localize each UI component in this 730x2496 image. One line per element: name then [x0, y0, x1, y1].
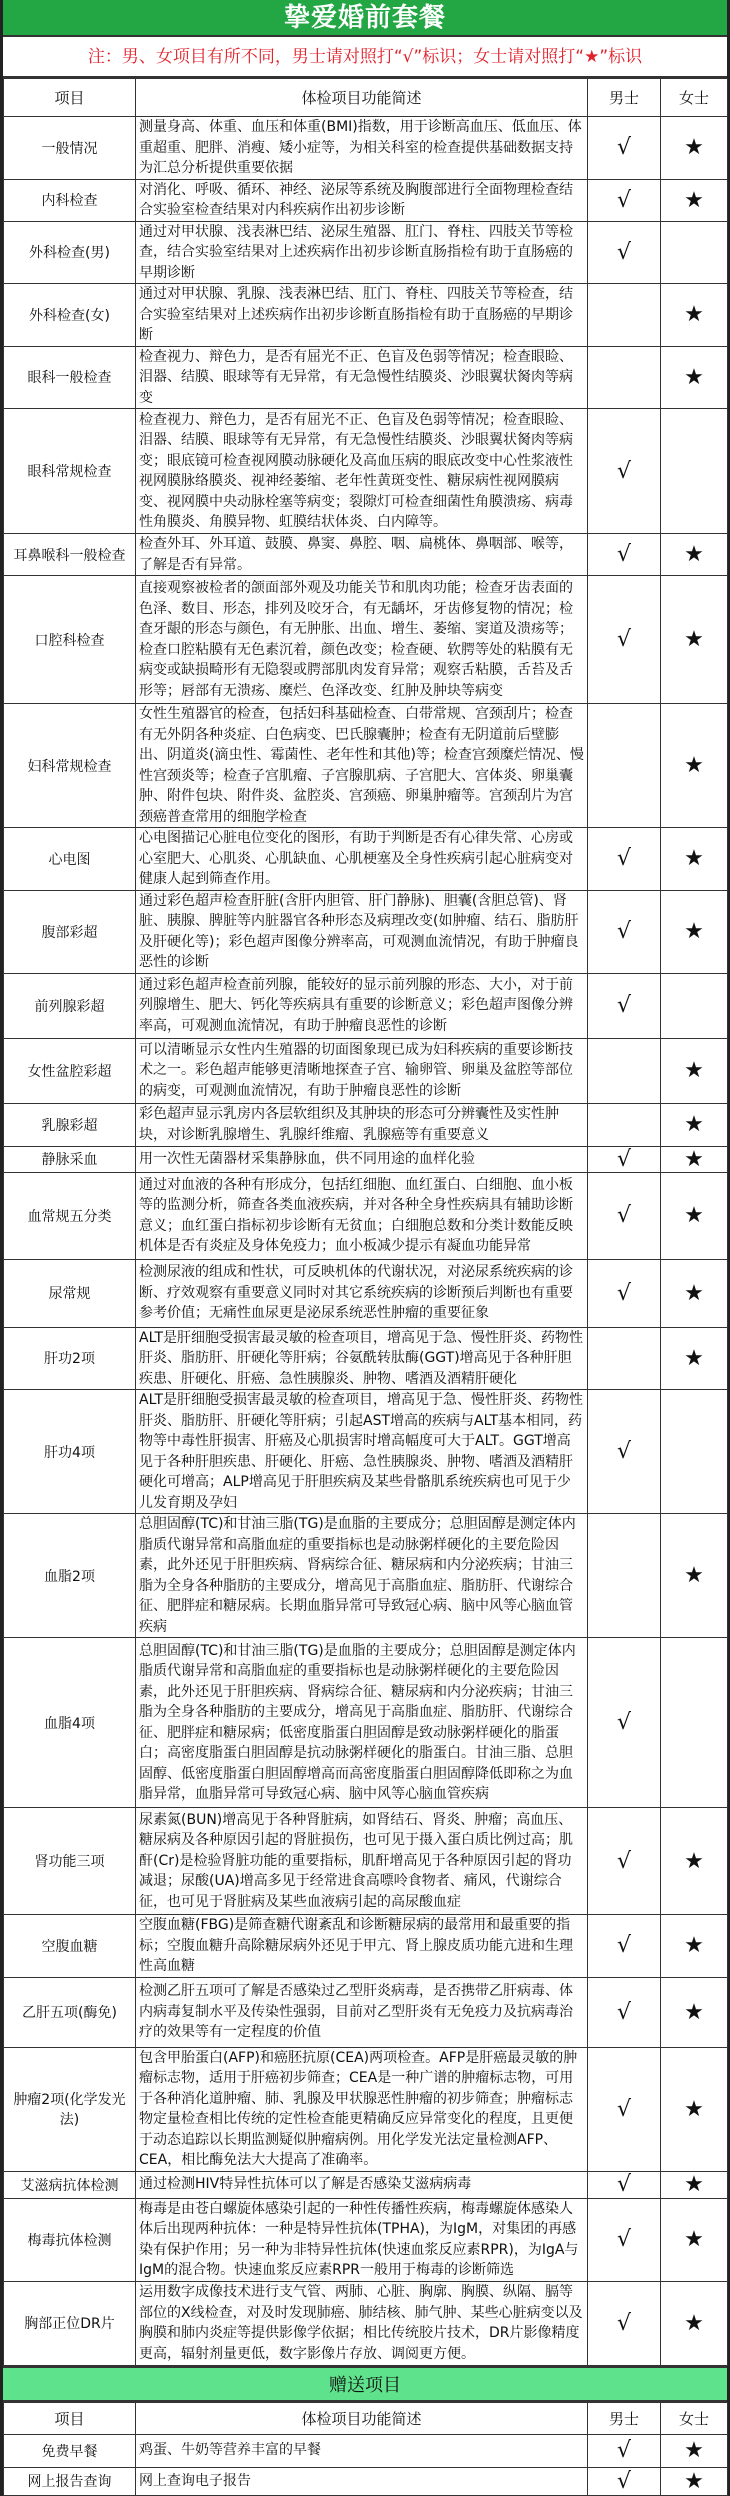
female-mark: ★	[661, 828, 728, 891]
female-mark	[661, 973, 728, 1038]
male-mark: √	[588, 1915, 661, 1978]
exam-item-name: 腹部彩超	[4, 890, 136, 973]
table-row	[4, 1103, 728, 1146]
female-mark: ★	[661, 1327, 728, 1390]
exam-item-name: 耳鼻喉科一般检查	[4, 534, 136, 576]
table-row	[4, 409, 728, 534]
header-male: 男士	[588, 79, 661, 117]
table-row	[4, 117, 728, 180]
exam-description: 直接观察被检者的颌面部外观及功能关节和肌肉功能；检查牙齿表面的色泽、数目、形态，排列及咬牙合，有无龋坏，牙齿修复物的情况；检查牙龈的形态与颜色，有无肿胀、出血、增生、萎缩、窦道及溃疡等；检查口腔粘膜有无色素沉着，颜色改变；检查硬、软腭等处的粘膜有无病变或缺损畸形有无隐裂或腭部肌肉发育异常；观察舌粘膜，舌苔及舌形等；唇部有无溃疡、糜烂、色泽改变、红肿及肿块等病变	[136, 576, 588, 704]
header-female: 女士	[661, 79, 728, 117]
female-mark: ★	[661, 1146, 728, 1172]
table-row	[4, 1327, 728, 1390]
male-mark: √	[588, 117, 661, 180]
table-row	[4, 1172, 728, 1259]
table-row	[4, 2434, 728, 2467]
exam-item-name: 肝功2项	[4, 1327, 136, 1390]
exam-item-name: 肿瘤2项(化学发光法)	[4, 2047, 136, 2171]
male-mark: √	[588, 973, 661, 1038]
exam-description: 空腹血糖(FBG)是筛查糖代谢紊乱和诊断糖尿病的最常用和最重要的指标；空腹血糖升高除糖尿病外还见于甲亢、肾上腺皮质功能亢进和生理性高血糖	[136, 1915, 588, 1978]
table-row	[4, 179, 728, 221]
exam-description: 通过检测HIV特异性抗体可以了解是否感染艾滋病病毒	[136, 2171, 588, 2198]
exam-description: 对消化、呼吸、循环、神经、泌尿等系统及胸腹部进行全面物理检查结合实验室检查结果对内科疾病作出初步诊断	[136, 179, 588, 221]
male-mark: √	[588, 1808, 661, 1915]
exam-description: 检测尿液的组成和性状，可反映机体的代谢状况，对泌尿系统疾病的诊断、疗效观察有重要意义同时对其它系统疾病的诊断预后判断也有重要参考价值；无痛性血尿更是泌尿系统恶性肿瘤的重要征象	[136, 1259, 588, 1327]
exam-item-name: 血常规五分类	[4, 1172, 136, 1259]
exam-item-name: 妇科常规检查	[4, 704, 136, 828]
exam-item-name: 内科检查	[4, 179, 136, 221]
female-mark: ★	[661, 1977, 728, 2047]
table-row	[4, 1259, 728, 1327]
exam-item-name: 艾滋病抗体检测	[4, 2171, 136, 2198]
table-row	[4, 1038, 728, 1103]
exam-item-name: 心电图	[4, 828, 136, 891]
table-row	[4, 2047, 728, 2171]
table-row	[4, 1638, 728, 1808]
male-mark: √	[588, 1172, 661, 1259]
female-mark: ★	[661, 890, 728, 973]
header-male: 男士	[588, 2402, 661, 2434]
header-female: 女士	[661, 2402, 728, 2434]
exam-description: 鸡蛋、牛奶等营养丰富的早餐	[136, 2434, 588, 2467]
gender-note: 注：男、女项目有所不同，男士请对照打“√”标识；女士请对照打“★”标识	[3, 37, 727, 78]
exam-item-name: 外科检查(男)	[4, 221, 136, 284]
exam-description: 通过彩色超声检查前列腺，能较好的显示前列腺的形态、大小，对于前列腺增生、肥大、钙化等疾病具有重要的诊断意义；彩色超声图像分辨率高，可观测血流情况，有助于肿瘤良恶性的诊断	[136, 973, 588, 1038]
male-mark: √	[588, 1977, 661, 2047]
exam-description: 通过彩色超声检查肝脏(含肝内胆管、肝门静脉)、胆囊(含胆总管)、肾脏、胰腺、脾脏等内脏器官各种形态及病理改变(如肿瘤、结石、脂肪肝及肝硬化等)；彩色超声图像分辨率高，可观测血流情况，有助于肿瘤良恶性的诊断	[136, 890, 588, 973]
exam-description: 总胆固醇(TC)和甘油三脂(TG)是血脂的主要成分；总胆固醇是测定体内脂质代谢异常和高脂血症的重要指标也是动脉粥样硬化的主要危险因素，此外还见于肝胆疾病、肾病综合征、糖尿病和内分泌疾病；甘油三脂为全身各种脂肪的主要成分，增高见于高脂血症、脂肪肝、代谢综合征、肥胖症和糖尿病；低密度脂蛋白胆固醇是致动脉粥样硬化的脂蛋白；高密度脂蛋白胆固醇是抗动脉粥样硬化的脂蛋白。甘油三脂、总胆固醇、低密度脂蛋白胆固醇增高而高密度脂蛋白胆固醇降低即称之为血脂异常，血脂异常可导致冠心病、脑中风等心脑血管疾病	[136, 1638, 588, 1808]
female-mark: ★	[661, 704, 728, 828]
female-mark	[661, 1638, 728, 1808]
male-mark: √	[588, 828, 661, 891]
page-title: 挚爱婚前套餐	[3, 0, 727, 37]
exam-item-name: 口腔科检查	[4, 576, 136, 704]
table-row	[4, 973, 728, 1038]
male-mark: √	[588, 2047, 661, 2171]
exam-item-name: 胸部正位DR片	[4, 2281, 136, 2365]
exam-description: 检查外耳、外耳道、鼓膜、鼻窦、鼻腔、咽、扁桃体、鼻咽部、喉等，了解是否有异常。	[136, 534, 588, 576]
exam-description: 检查视力、辩色力，是否有屈光不正、色盲及色弱等情况；检查眼睑、泪器、结膜、眼球等有无异常，有无急慢性结膜炎、沙眼翼状胬肉等病变；眼底镜可检查视网膜动脉硬化及高血压病的眼底改变中心性浆液性视网膜脉络膜炎、视神经萎缩、老年性黄斑变性、糖尿病性视网膜病变、视网膜中央动脉栓塞等病变；裂隙灯可检查细菌性角膜溃疡、病毒性角膜炎、角膜异物、虹膜结状体炎、白内障等。	[136, 409, 588, 534]
exam-description: 网上查询电子报告	[136, 2467, 588, 2495]
exam-item-name: 眼科常规检查	[4, 409, 136, 534]
table-row	[4, 1808, 728, 1915]
male-mark: √	[588, 2171, 661, 2198]
gift-section-title: 赠送项目	[3, 2366, 727, 2402]
header-item: 项目	[4, 79, 136, 117]
male-mark: √	[588, 2434, 661, 2467]
male-mark	[588, 1327, 661, 1390]
male-mark: √	[588, 2281, 661, 2365]
exam-item-name: 外科检查(女)	[4, 284, 136, 347]
male-mark: √	[588, 1259, 661, 1327]
female-mark: ★	[661, 1172, 728, 1259]
exam-description: 测量身高、体重、血压和体重(BMI)指数，用于诊断高血压、低血压、体重超重、肥胖、消瘦、矮小症等，为相关科室的检查提供基础数据支持为汇总分析提供重要依据	[136, 117, 588, 180]
table-row	[4, 1977, 728, 2047]
exam-description: 心电图描记心脏电位变化的图形，有助于判断是否有心律失常、心房或心室肥大、心肌炎、心肌缺血、心肌梗塞及全身性疾病引起心脏病变对健康人起到筛查作用。	[136, 828, 588, 891]
male-mark: √	[588, 409, 661, 534]
exam-item-name: 网上报告查询	[4, 2467, 136, 2495]
male-mark: √	[588, 1638, 661, 1808]
male-mark: √	[588, 576, 661, 704]
exam-description: 用一次性无菌器材采集静脉血，供不同用途的血样化验	[136, 1146, 588, 1172]
table-row	[4, 346, 728, 409]
exam-description: 运用数字成像技术进行支气管、两肺、心脏、胸廓、胸膜、纵隔、膈等部位的X线检查，对及时发现肺癌、肺结核、肺气肿、某些心脏病变以及胸膜和肺内炎症等提供影像学依据；相比传统胶片技术，DR片影像精度更高，辐射剂量更低，数字影像片存放、调阅更方便。	[136, 2281, 588, 2365]
female-mark: ★	[661, 346, 728, 409]
female-mark	[661, 1390, 728, 1514]
table-row	[4, 1514, 728, 1638]
female-mark	[661, 409, 728, 534]
table-row	[4, 1146, 728, 1172]
male-mark	[588, 284, 661, 347]
female-mark: ★	[661, 284, 728, 347]
exam-item-name: 尿常规	[4, 1259, 136, 1327]
male-mark: √	[588, 1390, 661, 1514]
exam-item-name: 乙肝五项(酶免)	[4, 1977, 136, 2047]
female-mark: ★	[661, 1103, 728, 1146]
table-row	[4, 1390, 728, 1514]
table-row	[4, 2467, 728, 2495]
female-mark: ★	[661, 2281, 728, 2365]
female-mark	[661, 221, 728, 284]
exam-item-name: 血脂4项	[4, 1638, 136, 1808]
table-row	[4, 1915, 728, 1978]
male-mark: √	[588, 890, 661, 973]
exam-description: 可以清晰显示女性内生殖器的切面图象现已成为妇科疾病的重要诊断技术之一。彩色超声能够更清晰地探查子宫、输卵管、卵巢及盆腔等部位的病变，可观测血流情况，有助于肿瘤良恶性的诊断	[136, 1038, 588, 1103]
female-mark: ★	[661, 2198, 728, 2281]
female-mark: ★	[661, 117, 728, 180]
exam-description: 女性生殖器官的检查，包括妇科基础检查、白带常规、宫颈刮片；检查有无外阴各种炎症、白色病变、巴氏腺囊肿；检查有无阴道前后壁膨出、阴道炎(滴虫性、霉菌性、老年性和其他)等；检查宫颈糜烂情况、慢性宫颈炎等；检查子宫肌瘤、子宫腺肌病、子宫肥大、宫体炎、卵巢囊肿、附件包块、附件炎、盆腔炎、宫颈癌、卵巢肿瘤等。宫颈刮片为宫颈癌普查常用的细胞学检查	[136, 704, 588, 828]
exam-item-name: 肝功4项	[4, 1390, 136, 1514]
exam-description: 通过对甲状腺、浅表淋巴结、泌尿生殖器、肛门、脊柱、四肢关节等检查，结合实验室结果对上述疾病作出初步诊断直肠指检有助于直肠癌的早期诊断	[136, 221, 588, 284]
exam-item-name: 女性盆腔彩超	[4, 1038, 136, 1103]
male-mark: √	[588, 534, 661, 576]
exam-item-name: 空腹血糖	[4, 1915, 136, 1978]
table-row	[4, 828, 728, 891]
female-mark: ★	[661, 1038, 728, 1103]
exam-item-name: 梅毒抗体检测	[4, 2198, 136, 2281]
female-mark: ★	[661, 2467, 728, 2495]
exam-description: 总胆固醇(TC)和甘油三脂(TG)是血脂的主要成分；总胆固醇是测定体内脂质代谢异常和高脂血症的重要指标也是动脉粥样硬化的主要危险因素，此外还见于肝胆疾病、肾病综合征、糖尿病和内分泌疾病；甘油三脂为全身各种脂肪的主要成分，增高见于高脂血症、脂肪肝、代谢综合征、肥胖症和糖尿病。长期血脂异常可导致冠心病、脑中风等心脑血管疾病	[136, 1514, 588, 1638]
male-mark	[588, 346, 661, 409]
male-mark	[588, 1103, 661, 1146]
female-mark: ★	[661, 1808, 728, 1915]
exam-description: 通过对甲状腺、乳腺、浅表淋巴结、肛门、脊柱、四肢关节等检查，结合实验室结果对上述疾病作出初步诊断直肠指检有助于直肠癌的早期诊断	[136, 284, 588, 347]
exam-description: ALT是肝细胞受损害最灵敏的检查项目，增高见于急、慢性肝炎、药物性肝炎、脂肪肝、肝硬化等肝病；引起AST增高的疾病与ALT基本相同，药物等中毒性肝损害、肝癌及心肌损害时增高幅度可大于ALT。GGT增高见于各种肝胆疾患、肝硬化、肝癌、急性胰腺炎、肿物、嗜酒及酒精肝硬化可增高；ALP增高见于肝胆疾病及某些骨骼肌系统疾病也可见于少儿发育期及孕妇	[136, 1390, 588, 1514]
exam-description: 检测乙肝五项可了解是否感染过乙型肝炎病毒，是否携带乙肝病毒、体内病毒复制水平及传染性强弱，目前对乙型肝炎有无免疫力及抗病毒治疗的效果等有一定程度的价值	[136, 1977, 588, 2047]
exam-item-name: 血脂2项	[4, 1514, 136, 1638]
exam-item-name: 静脉采血	[4, 1146, 136, 1172]
exam-description: 检查视力、辩色力，是否有屈光不正、色盲及色弱等情况；检查眼睑、泪器、结膜、眼球等有无异常，有无急慢性结膜炎、沙眼翼状胬肉等病变	[136, 346, 588, 409]
female-mark: ★	[661, 534, 728, 576]
female-mark: ★	[661, 2171, 728, 2198]
exam-description: 尿素氮(BUN)增高见于各种肾脏病，如肾结石、肾炎、肿瘤；高血压、糖尿病及各种原因引起的肾脏损伤，也可见于摄入蛋白质比例过高；肌酐(Cr)是检验肾脏功能的重要指标，肌酐增高见于各种原因引起的肾功减退；尿酸(UA)增高多见于经常进食高嘌呤食物者、痛风，代谢综合征，也可见于肾脏病及某些血液病引起的高尿酸血症	[136, 1808, 588, 1915]
exam-description: 通过对血液的各种有形成分，包括红细胞、血红蛋白、白细胞、血小板等的监测分析，筛查各类血液疾病，并对各种全身性疾病具有辅助诊断意义；血红蛋白指标初步诊断有无贫血；白细胞总数和分类计数能反映机体是否有炎症及身体免疫力；血小板减少提示有凝血功能异常	[136, 1172, 588, 1259]
header-desc: 体检项目功能简述	[136, 79, 588, 117]
male-mark: √	[588, 221, 661, 284]
female-mark: ★	[661, 2047, 728, 2171]
exam-item-name: 肾功能三项	[4, 1808, 136, 1915]
female-mark: ★	[661, 1259, 728, 1327]
male-mark	[588, 1514, 661, 1638]
exam-item-name: 一般情况	[4, 117, 136, 180]
male-mark: √	[588, 2467, 661, 2495]
table-row	[4, 2171, 728, 2198]
female-mark: ★	[661, 179, 728, 221]
table-header	[4, 79, 728, 117]
exam-item-name: 眼科一般检查	[4, 346, 136, 409]
exam-description: ALT是肝细胞受损害最灵敏的检查项目，增高见于急、慢性肝炎、药物性肝炎、脂肪肝、肝硬化等肝病；谷氨酰转肽酶(GGT)增高见于各种肝胆疾患、肝硬化、肝癌、急性胰腺炎、肿物、嗜酒及酒精肝硬化	[136, 1327, 588, 1390]
table-row	[4, 890, 728, 973]
table-row	[4, 576, 728, 704]
male-mark: √	[588, 1146, 661, 1172]
female-mark: ★	[661, 1915, 728, 1978]
exam-description: 彩色超声显示乳房内各层软组织及其肿块的形态可分辨囊性及实性肿块，对诊断乳腺增生、乳腺纤维瘤、乳腺癌等有重要意义	[136, 1103, 588, 1146]
header-item: 项目	[4, 2402, 136, 2434]
male-mark: √	[588, 179, 661, 221]
exam-table	[3, 78, 728, 2366]
table-row	[4, 2281, 728, 2365]
table-row	[4, 284, 728, 347]
table-row	[4, 2198, 728, 2281]
exam-item-name: 前列腺彩超	[4, 973, 136, 1038]
male-mark: √	[588, 2198, 661, 2281]
gift-table-header	[4, 2402, 728, 2434]
table-row	[4, 221, 728, 284]
female-mark: ★	[661, 576, 728, 704]
exam-description: 梅毒是由苍白螺旋体感染引起的一种性传播性疾病，梅毒螺旋体感染人体后出现两种抗体：一种是特异性抗体(TPHA)，为IgM，对集团的再感染有保护作用；另一种为非特异性抗体(快速血浆反应素RPR)，为IgA与IgM的混合物。快速血浆反应素RPR一般用于梅毒的诊断筛选	[136, 2198, 588, 2281]
male-mark	[588, 704, 661, 828]
female-mark: ★	[661, 2434, 728, 2467]
gift-table	[3, 2402, 728, 2496]
table-row	[4, 534, 728, 576]
exam-description: 包含甲胎蛋白(AFP)和癌胚抗原(CEA)两项检查。AFP是肝癌最灵敏的肿瘤标志物，适用于肝癌初步筛查；CEA是一种广谱的肿瘤标志物，可用于各种消化道肿瘤、肺、乳腺及甲状腺恶性肿瘤的初步筛查；肿瘤标志物定量检查相比传统的定性检查能更精确反应异常变化的程度，且更便于动态追踪以长期监测疑似肿瘤病例。用化学发光法定量检测AFP、CEA，相比酶免法大大提高了准确率。	[136, 2047, 588, 2171]
header-desc: 体检项目功能简述	[136, 2402, 588, 2434]
male-mark	[588, 1038, 661, 1103]
table-row	[4, 704, 728, 828]
female-mark: ★	[661, 1514, 728, 1638]
exam-item-name: 免费早餐	[4, 2434, 136, 2467]
exam-item-name: 乳腺彩超	[4, 1103, 136, 1146]
